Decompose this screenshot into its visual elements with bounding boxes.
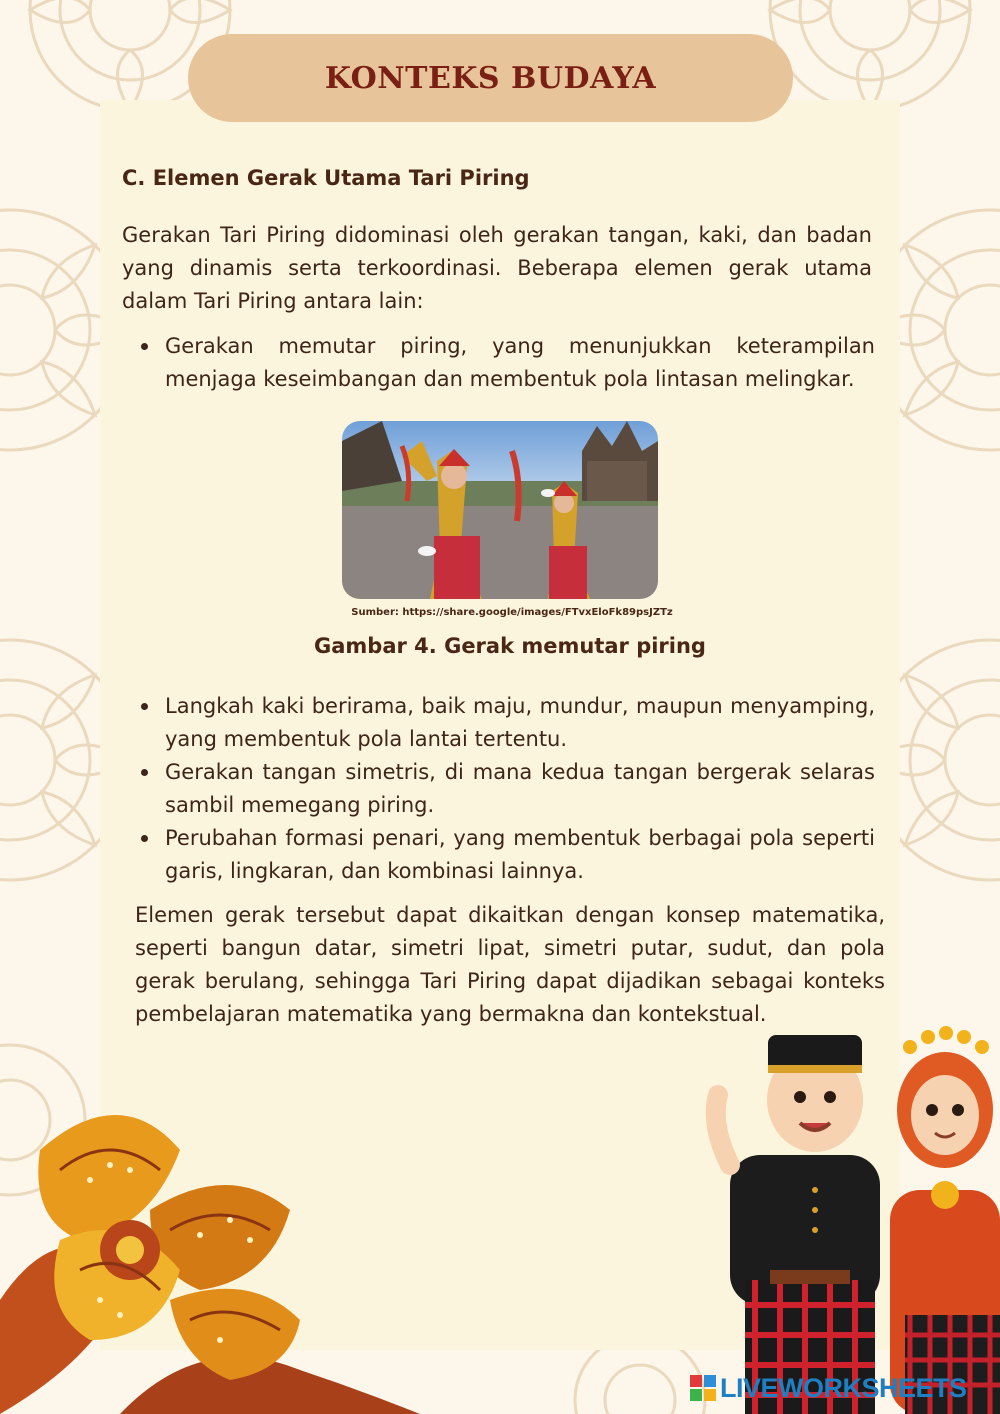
traditional-children-illustration bbox=[700, 1015, 1000, 1414]
intro-paragraph: Gerakan Tari Piring didominasi oleh gerakan tangan, kaki, dan badan yang dinamis serta terkoordinasi. Beberapa elemen gerak utama dalam Tari Piring antara lain: bbox=[122, 223, 872, 313]
figure-photo-dancers bbox=[342, 421, 658, 599]
watermark-text: LIVEWORKSHEETS bbox=[720, 1372, 967, 1403]
title-banner bbox=[188, 34, 793, 122]
list-item: Perubahan formasi penari, yang membentuk berbagai pola seperti garis, lingkaran, dan kombinasi lainnya. bbox=[121, 822, 875, 888]
figure-source: Sumber: https://share.google/images/FTvxEloFk89psJZTz bbox=[351, 607, 673, 618]
figure-caption: Gambar 4. Gerak memutar piring bbox=[314, 634, 706, 658]
section-heading: C. Elemen Gerak Utama Tari Piring bbox=[122, 166, 530, 190]
page-title: KONTEKS BUDAYA bbox=[324, 60, 657, 96]
closing-paragraph: Elemen gerak tersebut dapat dikaitkan dengan konsep matematika, seperti bangun datar, simetri lipat, simetri putar, sudut, dan pola gerak berulang, sehingga Tari Piring dapat dijadikan sebagai konteks pembelajaran matematika yang bermakna dan kontekstual. bbox=[135, 903, 885, 1026]
list-item: Gerakan tangan simetris, di mana kedua tangan bergerak selaras sambil memegang piring. bbox=[121, 756, 875, 822]
batik-flower-decoration bbox=[0, 1070, 420, 1414]
list-item: Langkah kaki berirama, baik maju, mundur, maupun menyamping, yang membentuk pola lantai tertentu. bbox=[121, 690, 875, 756]
bullet-list-after-figure bbox=[121, 690, 875, 888]
list-item: Gerakan memutar piring, yang menunjukkan keterampilan menjaga keseimbangan dan membentuk pola lintasan melingkar. bbox=[121, 330, 875, 396]
liveworksheets-watermark bbox=[690, 1370, 990, 1406]
liveworksheets-logo-icon bbox=[690, 1375, 716, 1401]
bullet-list-before-figure bbox=[121, 330, 875, 396]
